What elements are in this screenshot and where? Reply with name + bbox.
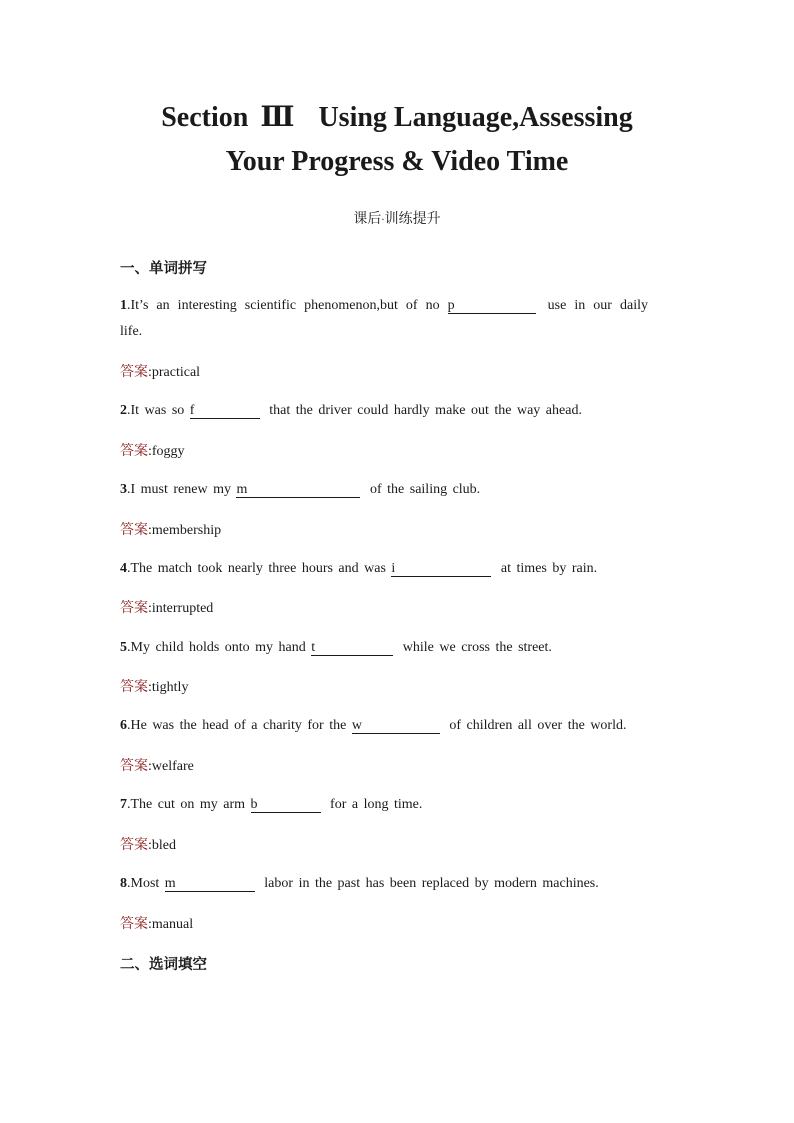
blank-hint-letter: f	[189, 403, 195, 418]
answer-text: :foggy	[148, 444, 185, 459]
answer-label: 答案	[120, 837, 148, 853]
answer-1	[120, 362, 200, 383]
answer-text: :bled	[148, 838, 176, 853]
answer-blank	[352, 718, 440, 734]
page-title-line-1	[0, 104, 794, 132]
answer-text: :manual	[148, 917, 194, 932]
question-7	[120, 792, 648, 818]
blank-hint-letter: m	[164, 876, 176, 891]
answer-4	[120, 598, 213, 619]
question-text: at times by rain.	[495, 561, 598, 576]
title-topic: Using Language,Assessing	[318, 102, 633, 133]
question-8	[120, 871, 648, 897]
answer-text: :tightly	[148, 680, 189, 695]
question-text: for a long time.	[324, 797, 423, 812]
blank-hint-letter: t	[311, 640, 316, 655]
question-text-continued: life.	[120, 324, 143, 339]
question-text: .The cut on my arm	[127, 797, 251, 812]
subtitle-part-b: 训练提升	[384, 211, 441, 227]
subtitle-part-a: 课后	[353, 211, 382, 227]
answer-label: 答案	[120, 522, 148, 538]
section-heading-spelling: 一、单词拼写	[120, 261, 207, 277]
answer-blank	[165, 876, 255, 892]
question-text: of the sailing club.	[364, 482, 481, 497]
blank-hint-letter: m	[236, 482, 248, 497]
answer-label: 答案	[120, 916, 148, 932]
answer-label: 答案	[120, 443, 148, 459]
question-text: that the driver could hardly make out the way ahead.	[263, 403, 582, 418]
question-number: 2	[120, 403, 127, 418]
question-number: 4	[120, 561, 127, 576]
question-text: of children all over the world.	[443, 718, 627, 733]
question-text: .It’s an interesting scientific phenomenon,but of no	[127, 298, 448, 313]
subtitle-dot: ·	[381, 215, 385, 226]
question-number: 1	[120, 298, 127, 313]
question-text: .I must renew my	[127, 482, 237, 497]
answer-blank	[190, 403, 260, 419]
answer-label: 答案	[120, 679, 148, 695]
section-heading-word-choice: 二、选词填空	[120, 957, 207, 973]
answer-label: 答案	[120, 600, 148, 616]
question-number: 5	[120, 640, 127, 655]
answer-8	[120, 914, 193, 935]
blank-hint-letter: b	[250, 797, 258, 812]
answer-blank	[311, 640, 393, 656]
question-3	[120, 477, 648, 503]
question-text: .The match took nearly three hours and was	[127, 561, 392, 576]
answer-blank	[251, 797, 321, 813]
question-1	[120, 293, 648, 345]
answer-2	[120, 441, 185, 462]
answer-5	[120, 677, 188, 698]
title-section-word: Section	[161, 102, 249, 133]
answer-text: :interrupted	[148, 601, 214, 616]
answer-label: 答案	[120, 364, 148, 380]
answer-3	[120, 520, 221, 541]
question-number: 6	[120, 718, 127, 733]
blank-hint-letter: w	[351, 718, 362, 733]
question-4	[120, 556, 648, 582]
answer-blank	[448, 298, 536, 314]
title-roman-numeral: Ⅲ	[260, 102, 295, 133]
question-text: while we cross the street.	[397, 640, 552, 655]
question-text: .My child holds onto my hand	[127, 640, 312, 655]
question-number: 8	[120, 876, 127, 891]
question-text: use in our daily	[539, 298, 648, 313]
answer-blank	[391, 561, 491, 577]
answer-6	[120, 756, 194, 777]
answer-blank	[236, 482, 360, 498]
page-subtitle	[0, 208, 794, 228]
answer-label: 答案	[120, 758, 148, 774]
answer-text: :welfare	[148, 759, 194, 774]
answer-7	[120, 835, 176, 856]
question-number: 7	[120, 797, 127, 812]
answer-text: :practical	[148, 365, 201, 380]
blank-hint-letter: p	[447, 298, 455, 313]
question-6	[120, 713, 648, 739]
answer-text: :membership	[148, 523, 222, 538]
page-title-line-2: Your Progress & Video Time	[225, 146, 569, 177]
question-text: .Most	[127, 876, 165, 891]
question-text: labor in the past has been replaced by modern machines.	[258, 876, 599, 891]
question-5	[120, 635, 648, 661]
question-2	[120, 398, 648, 424]
blank-hint-letter: i	[391, 561, 396, 576]
question-text: .It was so	[127, 403, 190, 418]
question-number: 3	[120, 482, 127, 497]
question-text: .He was the head of a charity for the	[127, 718, 352, 733]
